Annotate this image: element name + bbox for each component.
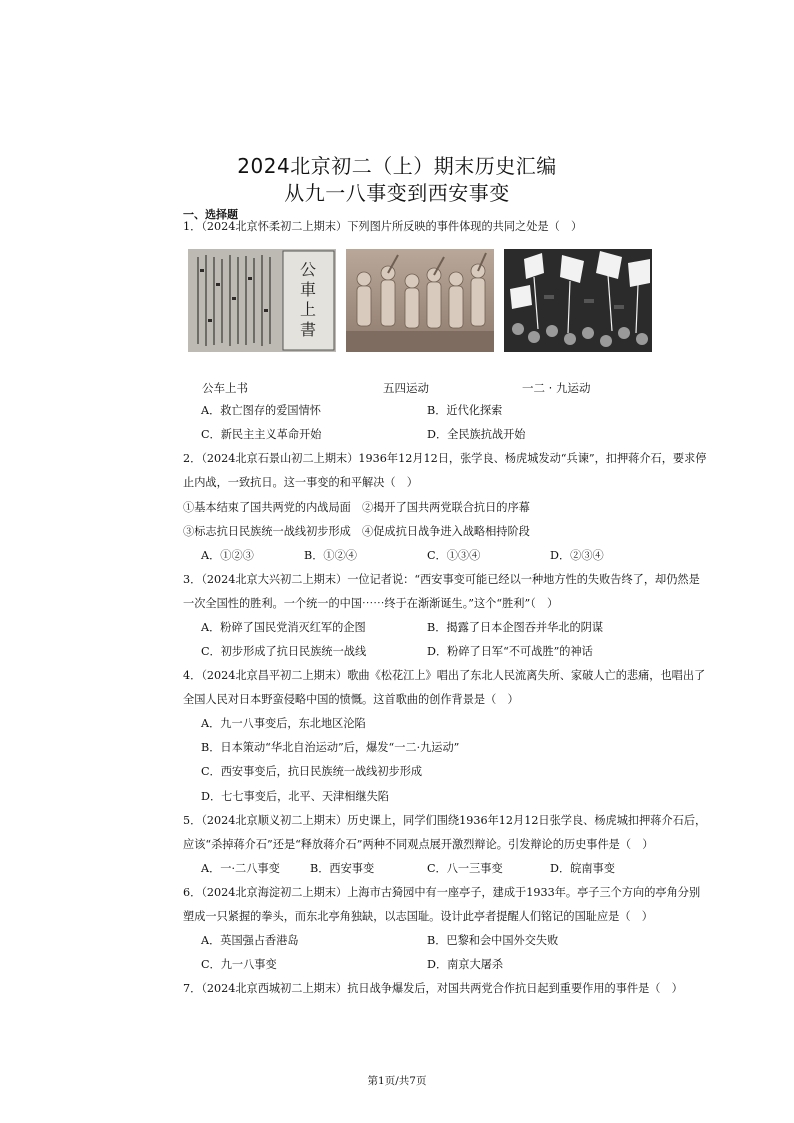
gongche-shangshu-photo (188, 249, 336, 352)
question-5-line2: 应该“杀掉蒋介石”还是“释放蒋介石”两种不同观点展开激烈辩论。引发辩论的历史事件是（ ） (183, 838, 654, 851)
q4-option-b[interactable]: B．日本策动“华北自治运动”后，爆发“一二·九运动” (201, 741, 460, 754)
question-2-line1: 2．（2024北京石景山初二上期末）1936年12月12日，张学良、杨虎城发动“兵谏”，扣押蒋介石，要求停 (183, 452, 707, 465)
q4-option-a[interactable]: A．九一八事变后，东北地区沦陷 (201, 717, 366, 730)
question-5-line1: 5．（2024北京顺义初二上期末）历史课上，同学们围绕1936年12月12日张学良、杨虎城扣押蒋介石后， (183, 814, 707, 827)
svg-text:車: 車 (299, 280, 317, 299)
question-2-statements-2: ③标志抗日民族统一战线初步形成 ④促成抗日战争进入战略相持阶段 (183, 525, 530, 538)
question-2-line2: 止内战，一致抗日。这一事变的和平解决（ ） (183, 476, 418, 489)
q6-option-b[interactable]: B．巴黎和会中国外交失败 (427, 934, 559, 947)
caption-may-fourth: 五四运动 (383, 381, 429, 395)
q3-option-c[interactable]: C．初步形成了抗日民族统一战线 (201, 645, 367, 658)
q5-option-c[interactable]: C．八一三事变 (427, 862, 503, 875)
q1-option-a[interactable]: A．救亡图存的爱国情怀 (201, 404, 321, 417)
q3-option-d[interactable]: D．粉碎了日军“不可战胜”的神话 (427, 645, 593, 658)
question-6-line2: 塑成一只紧握的拳头，而东北亭角独缺，以志国耻。设计此亭者提醒人们铭记的国耻应是（ ） (183, 910, 653, 923)
svg-text:書: 書 (299, 320, 317, 339)
q2-option-c[interactable]: C．①③④ (427, 549, 481, 562)
q4-option-d[interactable]: D．七七事变后，北平、天津相继失陷 (201, 790, 389, 803)
q2-option-a[interactable]: A．①②③ (201, 549, 254, 562)
q4-option-c[interactable]: C．西安事变后，抗日民族统一战线初步形成 (201, 765, 423, 778)
q6-option-d[interactable]: D．南京大屠杀 (427, 958, 504, 971)
q6-option-c[interactable]: C．九一八事变 (201, 958, 277, 971)
q6-option-a[interactable]: A．英国强占香港岛 (201, 934, 299, 947)
page-number-footer: 第1页/共7页 (367, 1075, 427, 1087)
may-fourth-relief-photo (346, 249, 494, 352)
q1-option-c[interactable]: C．新民主主义革命开始 (201, 428, 322, 441)
q1-option-d[interactable]: D．全民族抗战开始 (427, 428, 526, 441)
question-3-line2: 一次全国性的胜利。一个统一的中国⋯⋯终于在渐渐诞生。”这个“胜利”（ ） (183, 597, 559, 610)
q3-option-b[interactable]: B．揭露了日本企图吞并华北的阴谋 (427, 621, 604, 634)
document-title: 2024北京初二（上）期末历史汇编 (237, 154, 557, 178)
december-ninth-movement-photo (504, 249, 652, 352)
question-1-stem: 1．（2024北京怀柔初二上期末）下列图片所反映的事件体现的共同之处是（ ） (183, 220, 583, 233)
section-label: 一、选择题 (183, 208, 238, 221)
q5-option-a[interactable]: A．一·二八事变 (201, 862, 280, 875)
q1-option-b[interactable]: B．近代化探索 (427, 404, 503, 417)
q3-option-a[interactable]: A．粉碎了国民党消灭红军的企图 (201, 621, 366, 634)
q5-option-b[interactable]: B．西安事变 (310, 862, 375, 875)
svg-text:上: 上 (299, 300, 317, 319)
question-3-line1: 3．（2024北京大兴初二上期末）一位记者说：“西安事变可能已经以一种地方性的失败告终了，却仍然是 (183, 573, 700, 586)
caption-gongche-shangshu: 公车上书 (202, 381, 248, 395)
question-4-line2: 全国人民对日本野蛮侵略中国的愤慨。这首歌曲的创作背景是（ ） (183, 693, 519, 706)
question-2-statements-1: ①基本结束了国共两党的内战局面 ②揭开了国共两党联合抗日的序幕 (183, 501, 530, 514)
question-6-line1: 6．（2024北京海淀初二上期末）上海市古猗园中有一座亭子，建成于1933年。亭子三个方向的亭角分别 (183, 886, 701, 899)
q2-option-b[interactable]: B．①②④ (304, 549, 357, 562)
question-7-line1: 7．（2024北京西城初二上期末）抗日战争爆发后，对国共两党合作抗日起到重要作用的事件是（ ） (183, 982, 683, 995)
caption-december-ninth: 一二 · 九运动 (522, 381, 591, 395)
question-4-line1: 4．（2024北京昌平初二上期末）歌曲《松花江上》唱出了东北人民流离失所、家破人亡的悲痛，也唱出了 (183, 669, 706, 682)
q5-option-d[interactable]: D．皖南事变 (550, 862, 615, 875)
svg-text:公: 公 (299, 260, 317, 279)
q2-option-d[interactable]: D．②③④ (550, 549, 604, 562)
document-subtitle: 从九一八事变到西安事变 (284, 181, 510, 205)
